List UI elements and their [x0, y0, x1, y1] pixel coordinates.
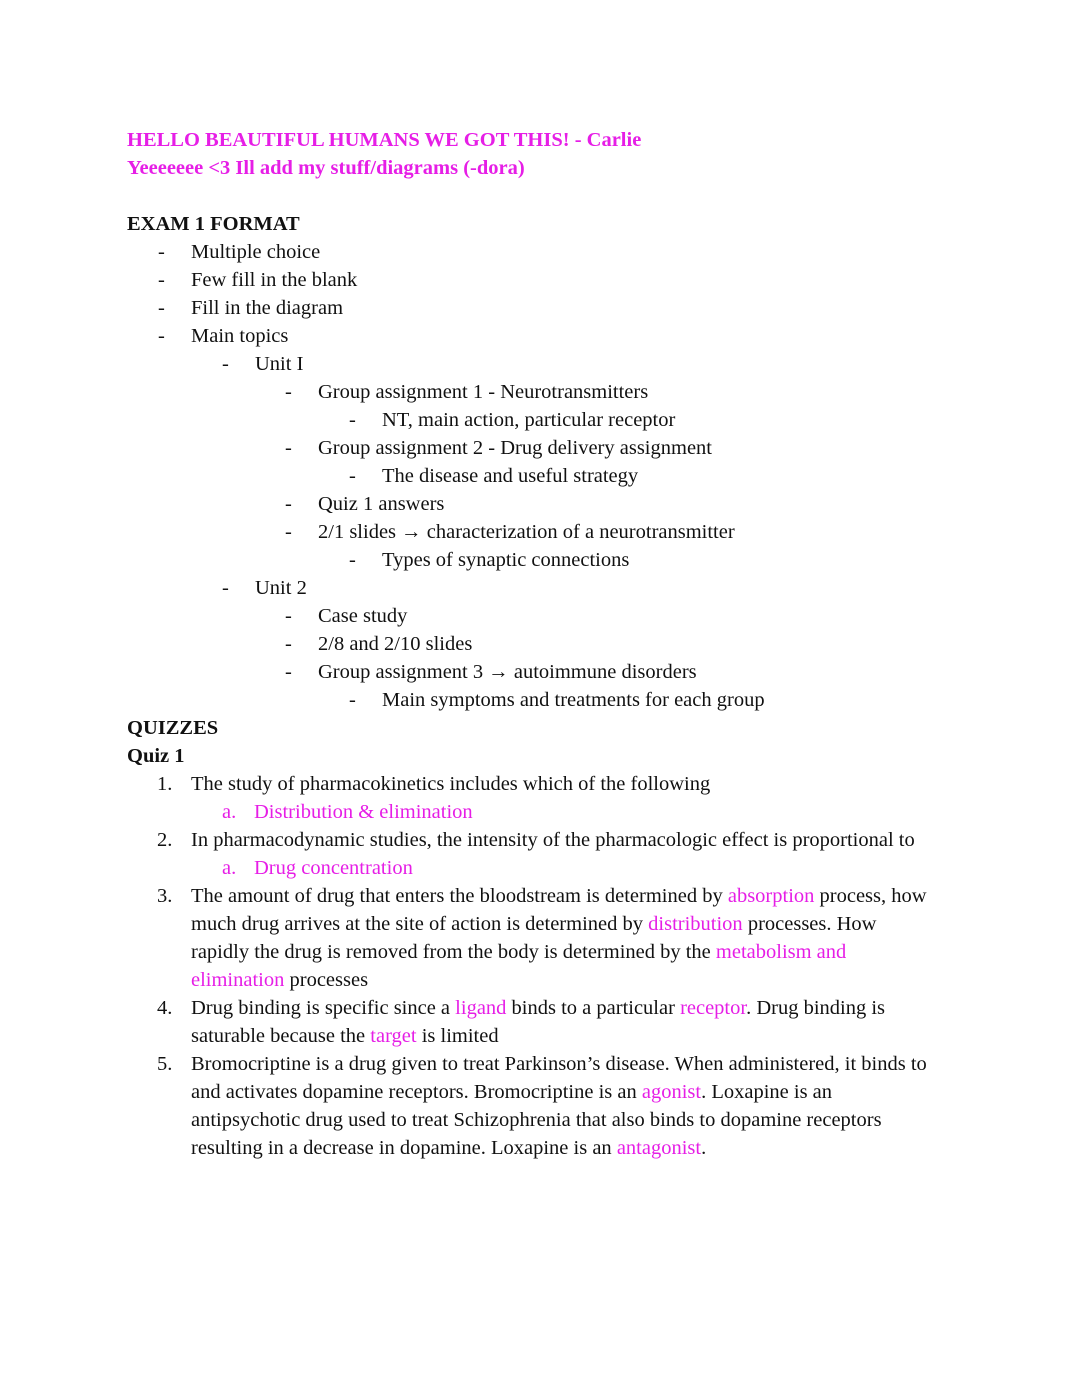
exam-format-item: Multiple choice [191, 241, 321, 263]
question-text-segment: is limited [416, 1025, 499, 1047]
exam-format-item: Main symptoms and treatments for each group [382, 689, 765, 711]
question-number: 3. [157, 885, 173, 907]
question-text-segment: saturable because the [191, 1025, 371, 1047]
question-text-segment: . [701, 1137, 707, 1159]
question-number: 1. [157, 773, 173, 795]
question-line [191, 1022, 499, 1050]
bullet-dash: - [349, 465, 356, 487]
question-text-segment: binds to a particular [506, 997, 681, 1019]
header-line-1: HELLO BEAUTIFUL HUMANS WE GOT THIS! - Carlie [127, 129, 642, 151]
bullet-dash: - [285, 493, 292, 515]
bullet-dash: - [222, 353, 229, 375]
question-line [191, 1078, 832, 1106]
question-text-segment: much drug arrives at the site of action is determined by [191, 913, 649, 935]
question-line [191, 938, 846, 966]
bullet-dash: - [349, 549, 356, 571]
question-line [191, 882, 927, 910]
exam-format-item: Fill in the diagram [191, 297, 344, 319]
quizzes-heading: QUIZZES [127, 717, 219, 739]
bullet-dash: - [285, 633, 292, 655]
exam-format-heading: EXAM 1 FORMAT [127, 213, 300, 235]
highlighted-answer: target [370, 1025, 417, 1047]
highlighted-answer: metabolism and [715, 941, 847, 963]
question-text-segment: . Drug binding is [746, 997, 886, 1019]
exam-format-item: Group assignment 2 - Drug delivery assignment [318, 437, 712, 459]
exam-format-item: Few fill in the blank [191, 269, 358, 291]
question-text-segment: resulting in a decrease in dopamine. Loxapine is an [191, 1137, 617, 1159]
question-text-segment: . Loxapine is an [701, 1081, 833, 1103]
question-text-segment: Bromocriptine is a drug given to treat Parkinson’s disease. When administered, it binds to [191, 1053, 927, 1075]
bullet-dash: - [285, 381, 292, 403]
highlighted-answer: distribution [648, 913, 743, 935]
question-text-segment: process, how [814, 885, 927, 907]
exam-format-item: Main topics [191, 325, 289, 347]
exam-format-item: Quiz 1 answers [318, 493, 445, 515]
exam-format-item: Unit 2 [255, 577, 307, 599]
bullet-dash: - [349, 409, 356, 431]
answer-text: Distribution & elimination [254, 801, 473, 823]
bullet-dash: - [158, 297, 165, 319]
answer-marker: a. [222, 857, 237, 879]
question-line [191, 966, 368, 994]
question-text: The study of pharmacokinetics includes which of the following [191, 773, 711, 795]
bullet-dash: - [222, 577, 229, 599]
question-line [191, 1134, 706, 1162]
highlighted-answer: agonist [641, 1081, 702, 1103]
exam-format-item: Unit I [255, 353, 304, 375]
bullet-dash: - [158, 325, 165, 347]
question-text: In pharmacodynamic studies, the intensity of the pharmacologic effect is proportional to [191, 829, 915, 851]
question-text-segment: antipsychotic drug used to treat Schizophrenia that also binds to dopamine receptors [191, 1109, 882, 1131]
bullet-dash: - [285, 437, 292, 459]
exam-format-item: 2/8 and 2/10 slides [318, 633, 473, 655]
bullet-dash: - [285, 661, 292, 683]
bullet-dash: - [285, 521, 292, 543]
exam-format-item: Types of synaptic connections [382, 549, 630, 571]
question-text-segment: rapidly the drug is removed from the body is determined by the [191, 941, 716, 963]
question-text-segment: Drug binding is specific since a [191, 997, 456, 1019]
highlighted-answer: ligand [455, 997, 507, 1019]
highlighted-answer: receptor [680, 997, 747, 1019]
question-line [191, 1106, 882, 1134]
question-line [191, 910, 876, 938]
question-text-segment: processes. How [742, 913, 877, 935]
bullet-dash: - [158, 241, 165, 263]
answer-marker: a. [222, 801, 237, 823]
answer-text: Drug concentration [254, 857, 413, 879]
highlighted-answer: absorption [727, 885, 815, 907]
bullet-dash: - [349, 689, 356, 711]
highlighted-answer: antagonist [616, 1137, 702, 1159]
question-number: 5. [157, 1053, 173, 1075]
exam-format-item: 2/1 slides → characterization of a neurotransmitter [318, 521, 735, 543]
question-text-segment: processes [284, 969, 369, 991]
exam-format-item: The disease and useful strategy [382, 465, 639, 487]
exam-format-item: Group assignment 1 - Neurotransmitters [318, 381, 649, 403]
question-number: 4. [157, 997, 173, 1019]
highlighted-answer: elimination [191, 969, 285, 991]
exam-format-item: NT, main action, particular receptor [382, 409, 676, 431]
question-line [191, 994, 885, 1022]
header-line-2: Yeeeeeee <3 Ill add my stuff/diagrams (-dora) [127, 157, 525, 179]
question-text-segment: and activates dopamine receptors. Bromocriptine is an [191, 1081, 642, 1103]
quiz1-heading: Quiz 1 [127, 745, 185, 767]
question-text-segment: The amount of drug that enters the bloodstream is determined by [191, 885, 728, 907]
bullet-dash: - [158, 269, 165, 291]
exam-format-item: Group assignment 3 → autoimmune disorders [318, 661, 697, 683]
question-line [191, 1050, 927, 1078]
exam-format-item: Case study [318, 605, 408, 627]
question-number: 2. [157, 829, 173, 851]
bullet-dash: - [285, 605, 292, 627]
